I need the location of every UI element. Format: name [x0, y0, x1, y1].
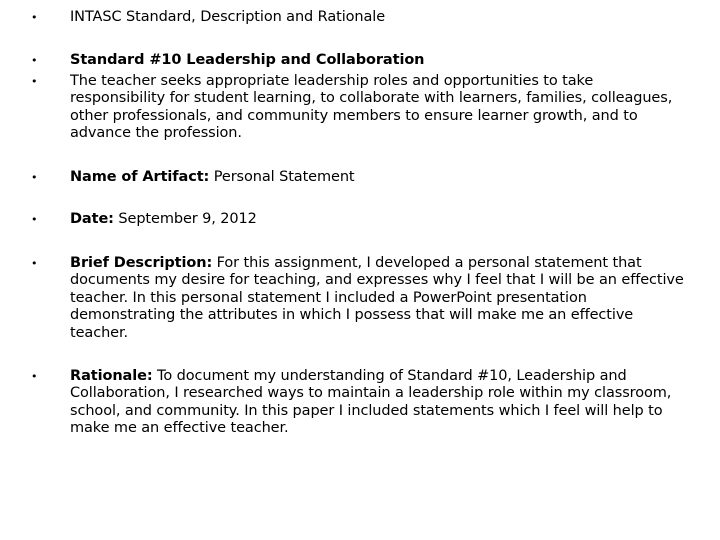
item-text — [70, 255, 685, 342]
bullet-icon: • — [31, 11, 38, 24]
item-text — [70, 73, 685, 143]
bullet-icon: • — [31, 257, 38, 270]
item-text — [70, 368, 685, 438]
rationale-label: Rationale: — [70, 368, 153, 384]
artifact-label: Name of Artifact: — [70, 169, 210, 185]
bullet-icon: • — [31, 54, 38, 67]
bullet-icon: • — [31, 75, 38, 88]
bullet-icon: • — [31, 171, 38, 184]
standard-description: The teacher seeks appropriate leadership roles and opportunities to take responsibility for student learning, to collaborate with learners, families, colleagues, other professionals, and community members to ensure learner growth, and to advance the profession. — [70, 73, 673, 142]
date-value: September 9, 2012 — [118, 211, 257, 227]
item-text — [70, 211, 685, 228]
standard-title: Standard #10 Leadership and Collaboration — [70, 52, 425, 68]
date-label: Date: — [70, 211, 114, 227]
artifact-value: Personal Statement — [213, 169, 355, 185]
bullet-icon: • — [31, 213, 38, 226]
description-label: Brief Description: — [70, 255, 213, 271]
bullet-icon: • — [31, 370, 38, 383]
description-value: For this assignment, I developed a personal statement that documents my desire for teaching, and expresses why I feel that I will be an effective teacher. In this personal statement I included a PowerPoint presentation demonstrating the attributes in which I possess that will make me an effective teacher. — [70, 255, 684, 341]
item-text — [70, 169, 685, 186]
item-text — [70, 52, 685, 69]
item-text — [70, 9, 685, 26]
rationale-value: To document my understanding of Standard #10, Leadership and Collaboration, I researched ways to maintain a leadership role within my classroom, school, and community. In this paper I included statements which I feel will help to make me an effective teacher. — [70, 368, 672, 437]
item-body: INTASC Standard, Description and Rationale — [70, 9, 386, 25]
